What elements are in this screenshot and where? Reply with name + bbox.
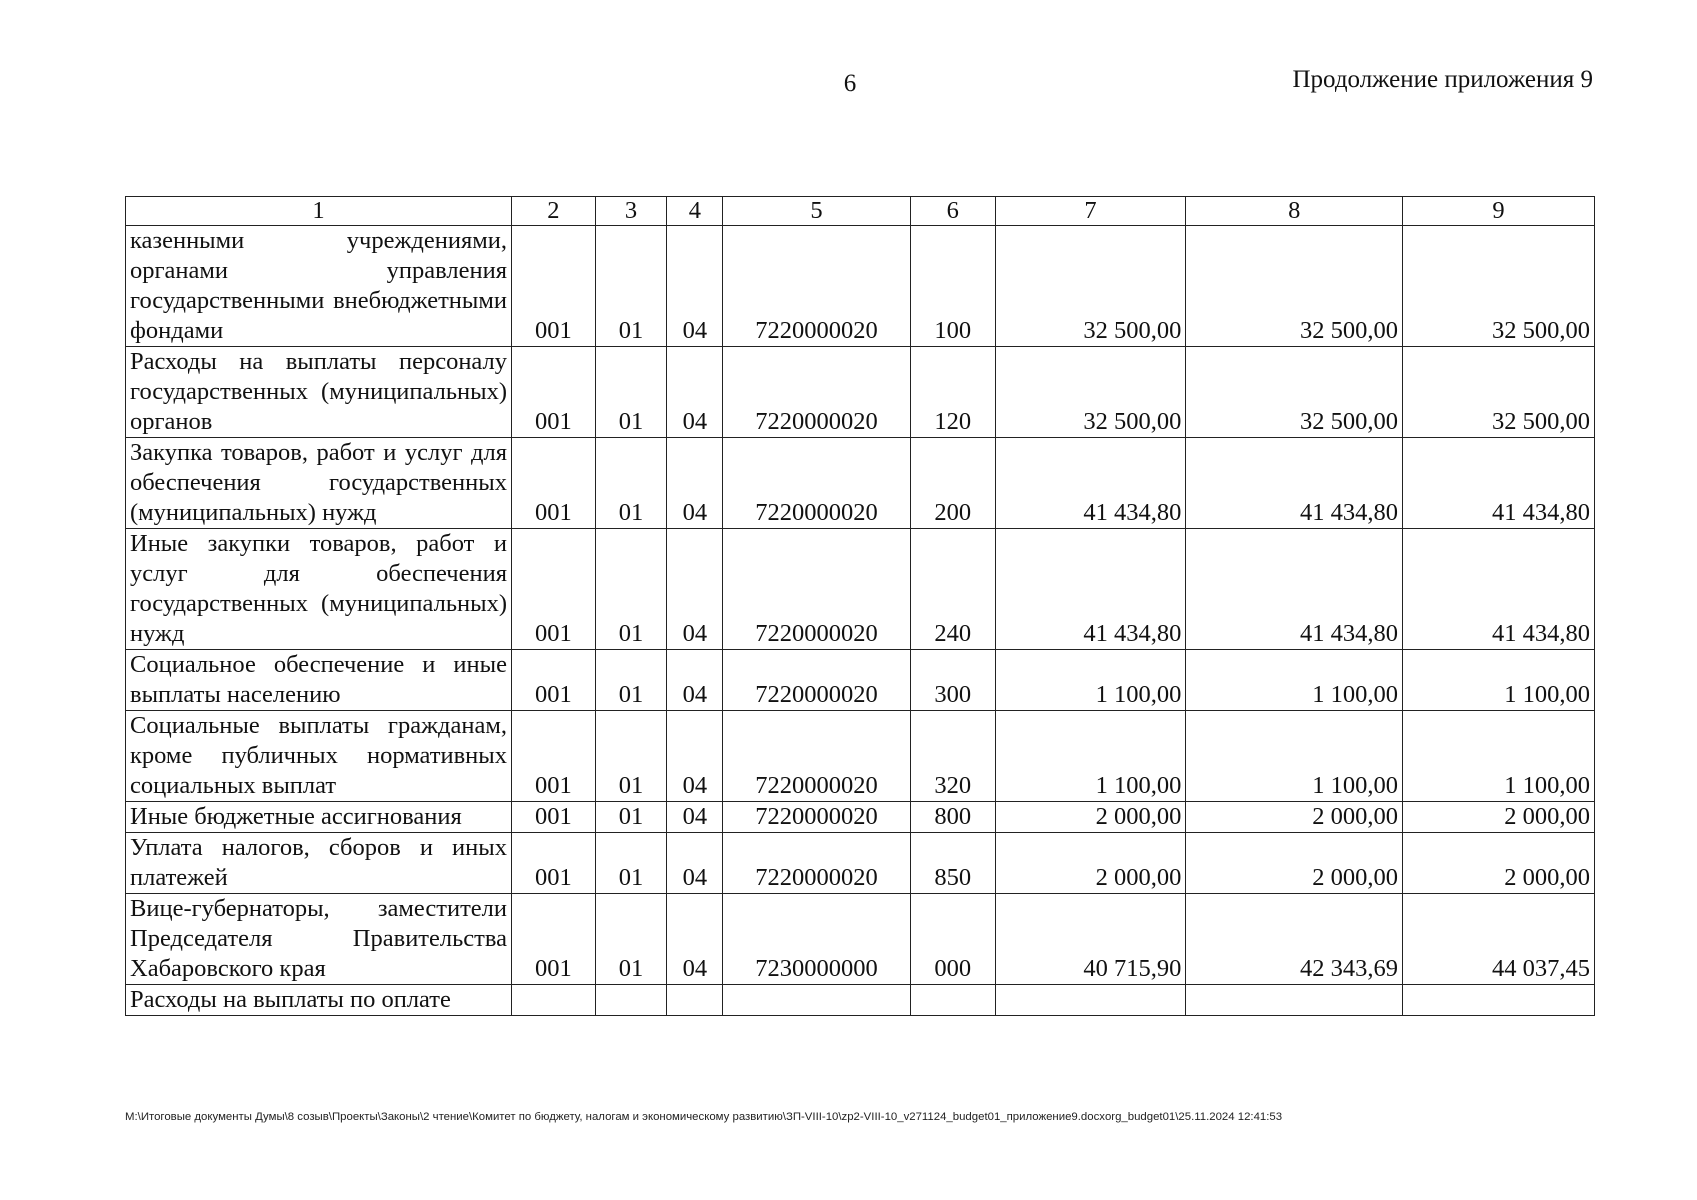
column-header-8: 8 [1186,197,1403,226]
amount-col-9: 41 434,80 [1403,529,1595,650]
file-path-footer: M:\Итоговые документы Думы\8 созыв\Проекты\Законы\2 чтение\Комитет по бюджету, налогам и экономическому развитию\ЗП-VIII-10\zp2-VIII-10_v271124_budget01_приложение9.docxorg_budget01\25.11.2024 12:41:53 [125,1111,1283,1123]
ministry-code: 001 [512,650,596,711]
amount-col-7: 1 100,00 [995,650,1186,711]
amount-col-7: 1 100,00 [995,711,1186,802]
expense-name: казенными учреждениями, органами управления государственными внебюджетными фондами [126,226,512,347]
section-code [595,985,667,1016]
amount-col-8: 32 500,00 [1186,347,1403,438]
amount-col-8: 2 000,00 [1186,833,1403,894]
expense-type-code: 850 [910,833,995,894]
table-row [126,347,1595,438]
amount-col-7: 40 715,90 [995,894,1186,985]
table-row [126,226,1595,347]
target-item-code: 7230000000 [723,894,911,985]
amount-col-9: 32 500,00 [1403,226,1595,347]
subsection-code: 04 [667,711,723,802]
expense-type-code [910,985,995,1016]
target-item-code: 7220000020 [723,833,911,894]
amount-col-7: 41 434,80 [995,438,1186,529]
column-header-7: 7 [995,197,1186,226]
expense-type-code: 800 [910,802,995,833]
continuation-heading: Продолжение приложения 9 [1292,66,1593,93]
table-row [126,833,1595,894]
amount-col-8: 41 434,80 [1186,529,1403,650]
subsection-code: 04 [667,894,723,985]
expense-name: Закупка товаров, работ и услуг для обеспечения государственных (муниципальных) нужд [126,438,512,529]
subsection-code: 04 [667,529,723,650]
amount-col-7: 32 500,00 [995,226,1186,347]
ministry-code [512,985,596,1016]
target-item-code: 7220000020 [723,650,911,711]
amount-col-9: 1 100,00 [1403,650,1595,711]
column-header-9: 9 [1403,197,1595,226]
target-item-code: 7220000020 [723,802,911,833]
amount-col-9 [1403,985,1595,1016]
table-row [126,894,1595,985]
amount-col-7: 2 000,00 [995,833,1186,894]
table-row [126,802,1595,833]
subsection-code: 04 [667,438,723,529]
section-code: 01 [595,529,667,650]
ministry-code: 001 [512,802,596,833]
ministry-code: 001 [512,833,596,894]
column-header-4: 4 [667,197,723,226]
table-header-row [126,197,1595,226]
section-code: 01 [595,226,667,347]
target-item-code: 7220000020 [723,529,911,650]
expense-name: Вице-губернаторы, заместители Председателя Правительства Хабаровского края [126,894,512,985]
amount-col-9: 32 500,00 [1403,347,1595,438]
table-row [126,438,1595,529]
table-row [126,711,1595,802]
column-header-3: 3 [595,197,667,226]
section-code: 01 [595,711,667,802]
section-code: 01 [595,833,667,894]
column-header-6: 6 [910,197,995,226]
expense-type-code: 240 [910,529,995,650]
table-row [126,650,1595,711]
expense-name: Социальное обеспечение и иные выплаты населению [126,650,512,711]
expense-name: Расходы на выплаты персоналу государственных (муниципальных) органов [126,347,512,438]
target-item-code: 7220000020 [723,347,911,438]
expense-name: Уплата налогов, сборов и иных платежей [126,833,512,894]
section-code: 01 [595,894,667,985]
table-row [126,529,1595,650]
target-item-code: 7220000020 [723,711,911,802]
column-header-5: 5 [723,197,911,226]
subsection-code: 04 [667,650,723,711]
section-code: 01 [595,650,667,711]
amount-col-9: 2 000,00 [1403,802,1595,833]
expense-type-code: 000 [910,894,995,985]
ministry-code: 001 [512,529,596,650]
expense-type-code: 120 [910,347,995,438]
expense-name: Иные бюджетные ассигнования [126,802,512,833]
expense-type-code: 300 [910,650,995,711]
amount-col-8: 1 100,00 [1186,711,1403,802]
amount-col-9: 2 000,00 [1403,833,1595,894]
budget-table [125,196,1595,1016]
ministry-code: 001 [512,226,596,347]
column-header-1: 1 [126,197,512,226]
amount-col-8: 42 343,69 [1186,894,1403,985]
section-code: 01 [595,802,667,833]
amount-col-9: 41 434,80 [1403,438,1595,529]
ministry-code: 001 [512,438,596,529]
amount-col-8: 41 434,80 [1186,438,1403,529]
section-code: 01 [595,347,667,438]
amount-col-7: 2 000,00 [995,802,1186,833]
page-number: 6 [843,70,857,97]
target-item-code [723,985,911,1016]
ministry-code: 001 [512,894,596,985]
target-item-code: 7220000020 [723,226,911,347]
amount-col-8: 2 000,00 [1186,802,1403,833]
amount-col-8: 32 500,00 [1186,226,1403,347]
table-row [126,985,1595,1016]
expense-name: Социальные выплаты гражданам, кроме публичных нормативных социальных выплат [126,711,512,802]
column-header-2: 2 [512,197,596,226]
ministry-code: 001 [512,711,596,802]
subsection-code [667,985,723,1016]
subsection-code: 04 [667,833,723,894]
ministry-code: 001 [512,347,596,438]
section-code: 01 [595,438,667,529]
subsection-code: 04 [667,802,723,833]
amount-col-7: 32 500,00 [995,347,1186,438]
amount-col-9: 1 100,00 [1403,711,1595,802]
amount-col-8 [1186,985,1403,1016]
expense-type-code: 200 [910,438,995,529]
expense-name: Иные закупки товаров, работ и услуг для обеспечения государственных (муниципальных) нужд [126,529,512,650]
amount-col-8: 1 100,00 [1186,650,1403,711]
amount-col-7 [995,985,1186,1016]
expense-type-code: 320 [910,711,995,802]
expense-name: Расходы на выплаты по оплате [126,985,512,1016]
target-item-code: 7220000020 [723,438,911,529]
subsection-code: 04 [667,226,723,347]
subsection-code: 04 [667,347,723,438]
amount-col-7: 41 434,80 [995,529,1186,650]
expense-type-code: 100 [910,226,995,347]
amount-col-9: 44 037,45 [1403,894,1595,985]
